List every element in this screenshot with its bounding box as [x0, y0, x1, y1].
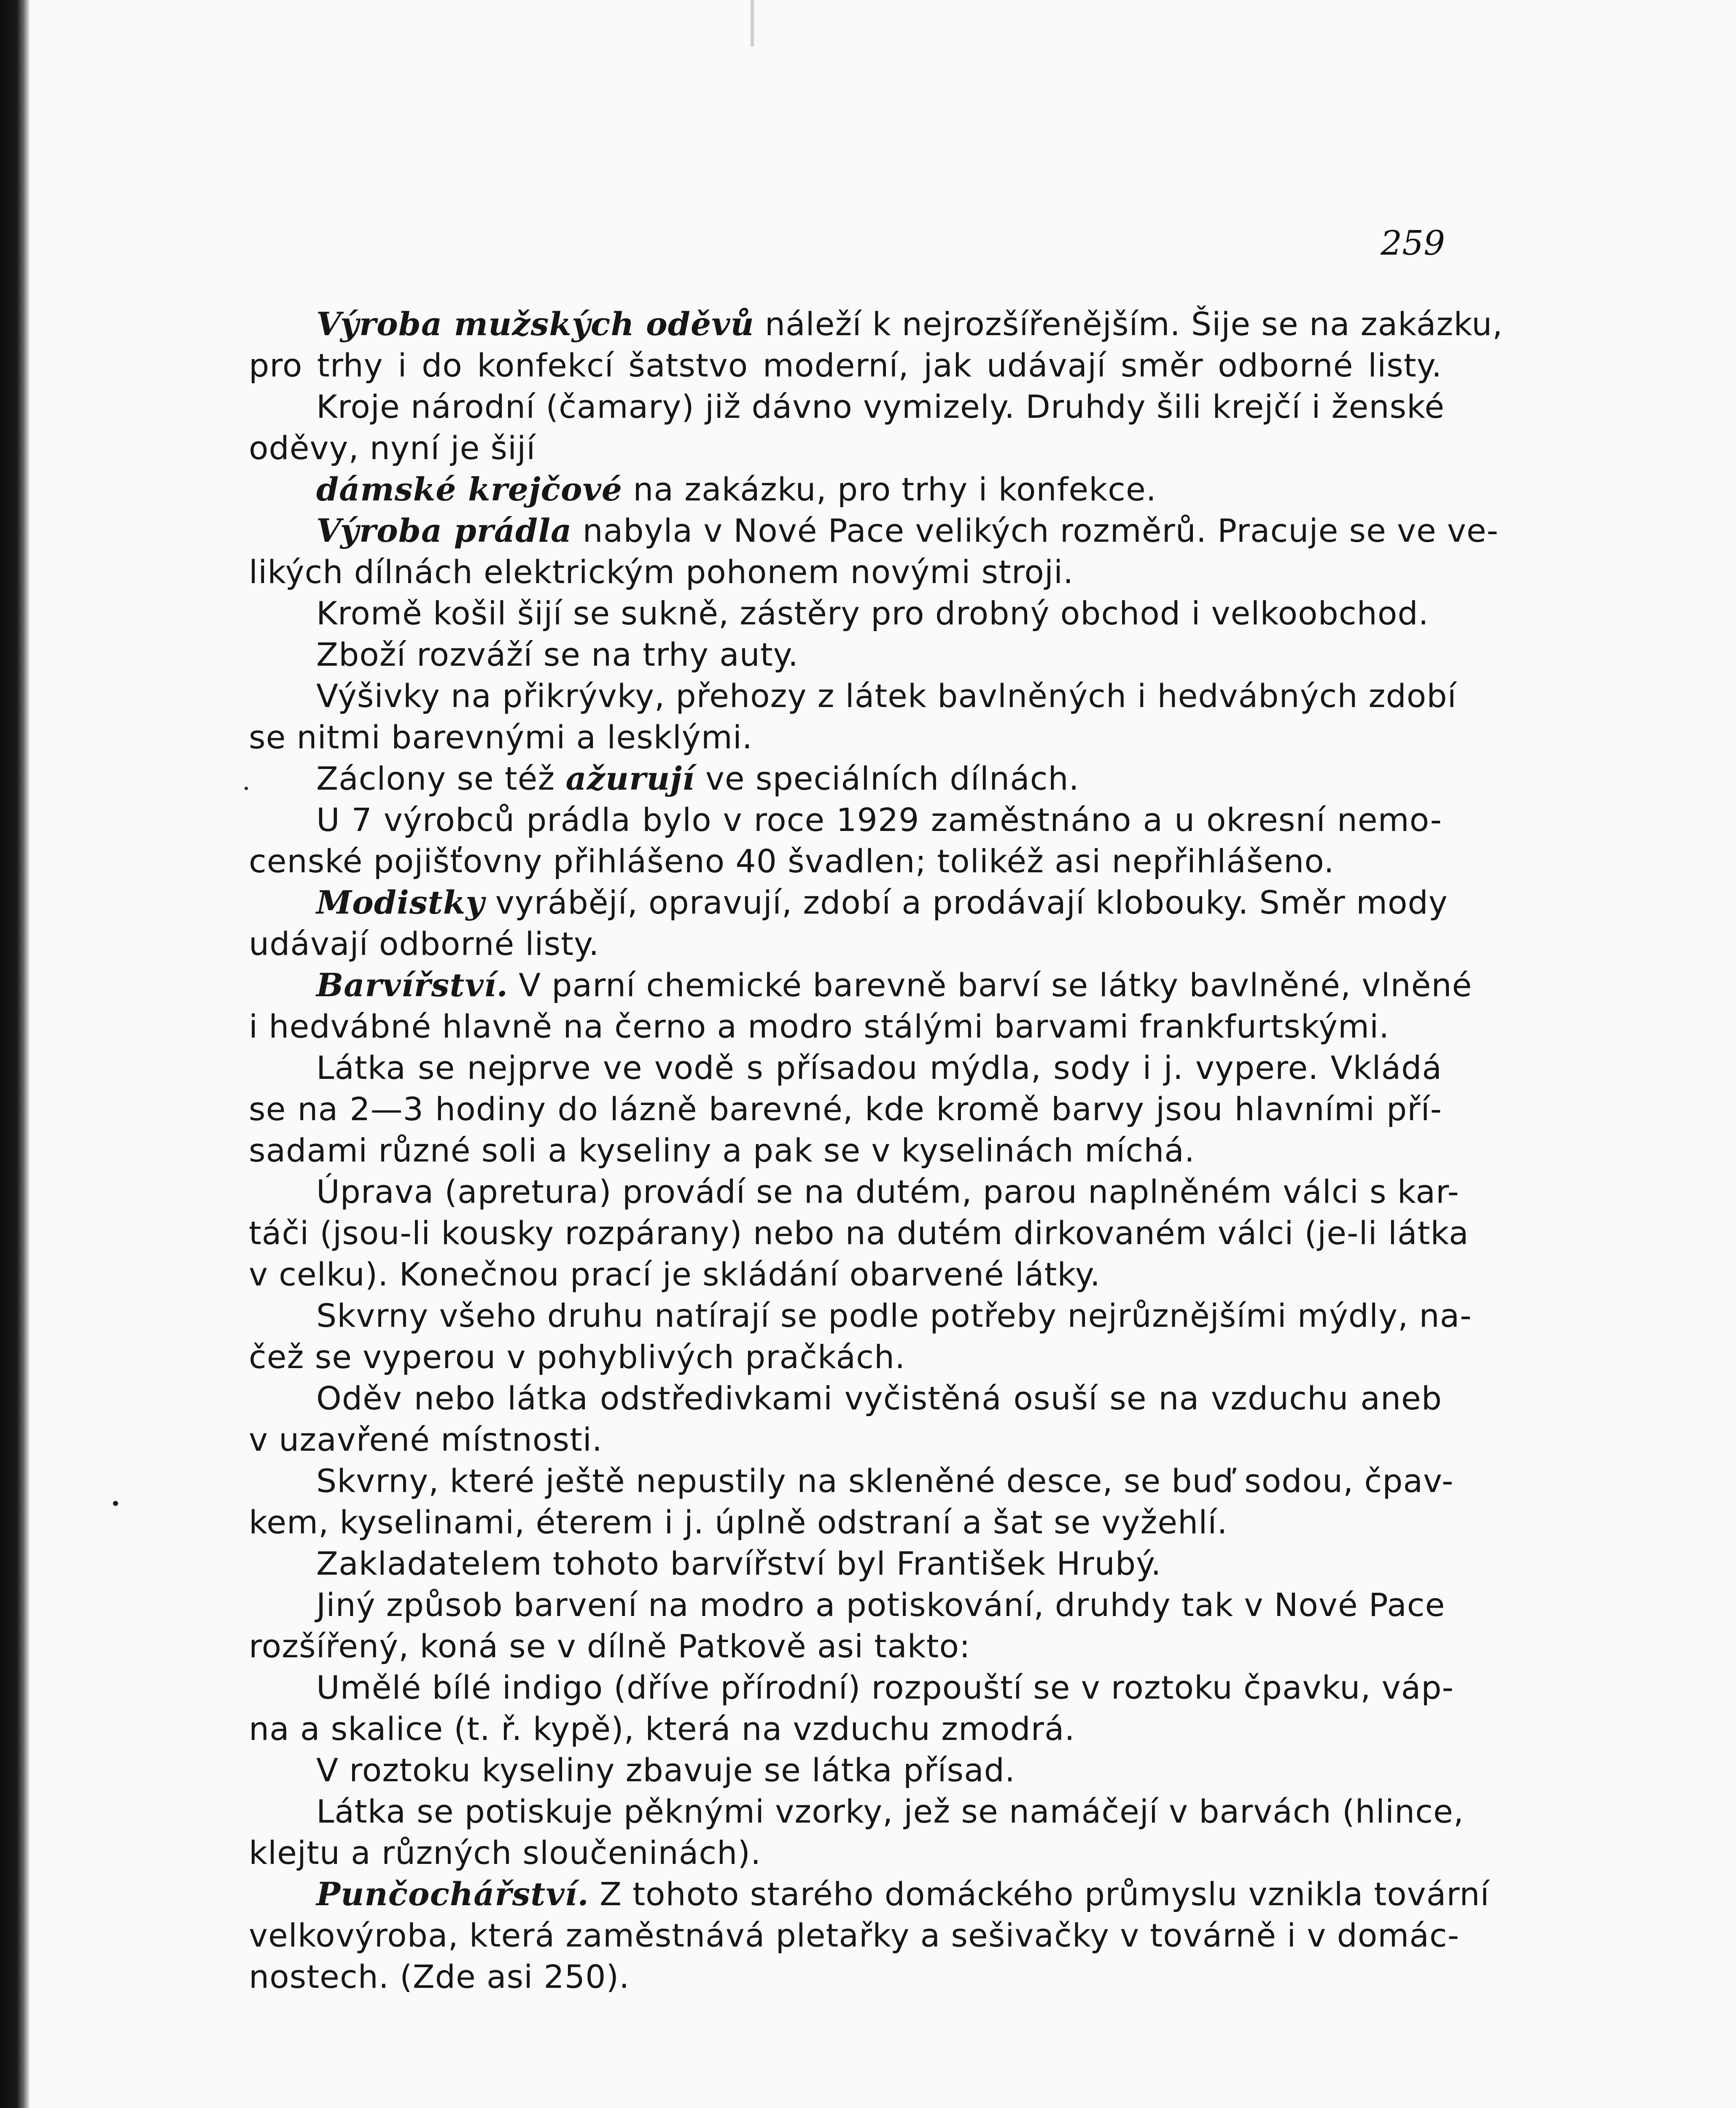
- text-line: Látka se potiskuje pěknými vzorky, jež se namáčejí v barvách (hlince,: [316, 1793, 1464, 1830]
- text-line: Kroje národní (čamary) již dávno vymizely. Druhdy šili krejčí i ženské: [316, 388, 1445, 425]
- body-text: [249, 304, 1503, 1998]
- text-line: sadami různé soli a kyseliny a pak se v kyselinách míchá.: [249, 1132, 1195, 1169]
- text-line: Zboží rozváží se na trhy auty.: [316, 636, 799, 673]
- scan-speck: [245, 787, 248, 790]
- text-line: oděvy, nyní je šijí: [249, 429, 536, 467]
- text-line: Punčochářství. Z tohoto starého domáckého průmyslu vznikla tovární: [316, 1875, 1490, 1913]
- text-line: censké pojišťovny přihlášeno 40 švadlen; tolikéž asi nepřihlášeno.: [249, 842, 1335, 880]
- text-line: pro trhy i do konfekcí šatstvo moderní, jak udávají směr odborné listy.: [249, 347, 1442, 384]
- section-heading: dámské krejčové: [316, 471, 623, 508]
- scan-mark: [751, 0, 754, 46]
- text-line: Výšivky na přikrývky, přehozy z látek bavlněných i hedvábných zdobí: [316, 677, 1457, 715]
- text-line: likých dílnách elektrickým pohonem novými stroji.: [249, 553, 1074, 591]
- text-line: se na 2—3 hodiny do lázně barevné, kde kromě barvy jsou hlavními pří-: [249, 1090, 1442, 1128]
- text-line: U 7 výrobců prádla bylo v roce 1929 zaměstnáno a u okresní nemo-: [316, 801, 1442, 839]
- text-line: čež se vyperou v pohyblivých pračkách.: [249, 1338, 906, 1376]
- text-line: Barvířství. V parní chemické barevně barví se látky bavlněné, vlněné: [316, 966, 1472, 1004]
- text-line: Skvrny všeho druhu natírají se podle potřeby nejrůznějšími mýdly, na-: [316, 1297, 1472, 1334]
- text-line: Jiný způsob barvení na modro a potiskování, druhdy tak v Nové Pace: [316, 1586, 1445, 1624]
- text-line: se nitmi barevnými a lesklými.: [249, 718, 753, 756]
- text-line: rozšířený, koná se v dílně Patkově asi takto:: [249, 1627, 971, 1665]
- section-heading: Modistky: [316, 884, 485, 921]
- text-line: Modistky vyrábějí, opravují, zdobí a prodávají klobouky. Směr mody: [316, 884, 1448, 921]
- text-line: Úprava (apretura) provádí se na dutém, parou naplněném válci s kar-: [316, 1173, 1459, 1210]
- text-line: nostech. (Zde asi 250).: [249, 1958, 630, 1995]
- text-line: dámské krejčové na zakázku, pro trhy i konfekce.: [316, 471, 1157, 508]
- text-line: na a skalice (t. ř. kypě), která na vzduchu zmodrá.: [249, 1710, 1075, 1748]
- text-line: klejtu a různých sloučeninách).: [249, 1834, 762, 1871]
- section-heading: Punčochářství.: [316, 1875, 589, 1913]
- text-line: kem, kyselinami, éterem i j. úplně odstraní a šat se vyžehlí.: [249, 1503, 1228, 1541]
- binding-edge-left: [0, 0, 30, 2108]
- text-line: Kromě košil šijí se sukně, zástěry pro drobný obchod i velkoobchod.: [316, 594, 1429, 632]
- text-line: udávají odborné listy.: [249, 925, 600, 963]
- text-line: Záclony se též ažurují ve speciálních dílnách.: [316, 760, 1079, 797]
- text-line: V roztoku kyseliny zbavuje se látka přísad.: [316, 1751, 1016, 1789]
- text-line: Výroba prádla nabyla v Nové Pace velikých rozměrů. Pracuje se ve ve-: [316, 512, 1499, 549]
- text-line: Umělé bílé indigo (dříve přírodní) rozpouští se v roztoku čpavku, váp-: [316, 1669, 1454, 1706]
- text-line: v celku). Konečnou prací je skládání obarvené látky.: [249, 1256, 1101, 1293]
- page-number: 259: [1381, 223, 1445, 263]
- text-line: Skvrny, které ještě nepustily na skleněné desce, se buď sodou, čpav-: [316, 1462, 1454, 1500]
- text-line: velkovýroba, která zaměstnává pletařky a sešivačky v továrně i v domác-: [249, 1917, 1460, 1954]
- emphasis: ažurují: [565, 760, 695, 797]
- text-line: Zakladatelem tohoto barvířství byl František Hrubý.: [316, 1545, 1162, 1582]
- text-line: v uzavřené místnosti.: [249, 1421, 603, 1458]
- section-heading: Výroba mužských oděvů: [316, 305, 754, 343]
- text-line: táči (jsou-li kousky rozpárany) nebo na dutém dirkovaném válci (je-li látka: [249, 1214, 1469, 1252]
- text-line: i hedvábné hlavně na černo a modro stálými barvami frankfurtskými.: [249, 1008, 1390, 1045]
- scan-speck: [113, 1501, 118, 1506]
- text-line: Látka se nejprve ve vodě s přísadou mýdla, sody i j. vypere. Vkládá: [316, 1049, 1442, 1086]
- section-heading: Barvířství.: [316, 966, 508, 1004]
- text-line: Oděv nebo látka odstředivkami vyčistěná osuší se na vzduchu aneb: [316, 1379, 1442, 1417]
- section-heading: Výroba prádla: [316, 512, 572, 549]
- text-line: Výroba mužských oděvů náleží k nejrozšířenějším. Šije se na zakázku,: [316, 305, 1503, 343]
